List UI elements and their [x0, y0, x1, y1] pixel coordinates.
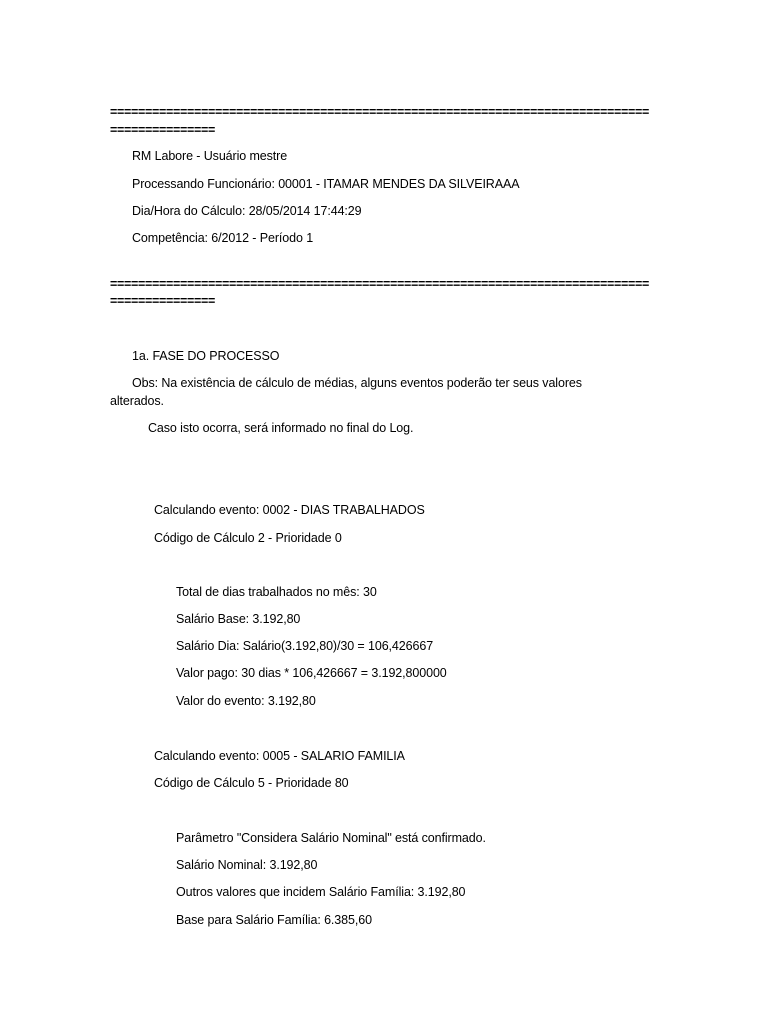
- separator-top-line-1: =============================================================================: [110, 105, 649, 119]
- event-code: Código de Cálculo 5 - Prioridade 80: [154, 776, 349, 790]
- calc-datetime: Dia/Hora do Cálculo: 28/05/2014 17:44:29: [132, 204, 362, 218]
- separator-top-line-2: ===============: [110, 123, 215, 137]
- event-detail: Valor pago: 30 dias * 106,426667 = 3.192,800000: [176, 666, 447, 680]
- employee-line: Processando Funcionário: 00001 - ITAMAR MENDES DA SILVEIRAAA: [132, 177, 520, 191]
- phase-obs-line-2: alterados.: [110, 394, 164, 408]
- phase-title: 1a. FASE DO PROCESSO: [132, 349, 280, 363]
- event-detail: Salário Nominal: 3.192,80: [176, 858, 318, 872]
- phase-obs-line-1: Obs: Na existência de cálculo de médias, alguns eventos poderão ter seus valores: [132, 376, 582, 390]
- event-detail: Valor do evento: 3.192,80: [176, 694, 316, 708]
- separator-mid-line-1: =============================================================================: [110, 277, 649, 291]
- event-detail: Salário Base: 3.192,80: [176, 612, 301, 626]
- separator-mid-line-2: ===============: [110, 294, 215, 308]
- event-detail: Base para Salário Família: 6.385,60: [176, 913, 372, 927]
- event-detail: Salário Dia: Salário(3.192,80)/30 = 106,426667: [176, 639, 434, 653]
- system-name: RM Labore - Usuário mestre: [132, 149, 288, 163]
- event-detail: Outros valores que incidem Salário Família: 3.192,80: [176, 885, 466, 899]
- event-detail: Total de dias trabalhados no mês: 30: [176, 585, 377, 599]
- event-detail: Parâmetro "Considera Salário Nominal" está confirmado.: [176, 831, 486, 845]
- phase-note: Caso isto ocorra, será informado no final do Log.: [148, 421, 414, 435]
- event-heading: Calculando evento: 0005 - SALARIO FAMILIA: [154, 749, 405, 763]
- event-heading: Calculando evento: 0002 - DIAS TRABALHADOS: [154, 503, 425, 517]
- event-code: Código de Cálculo 2 - Prioridade 0: [154, 531, 342, 545]
- competence-line: Competência: 6/2012 - Período 1: [132, 231, 314, 245]
